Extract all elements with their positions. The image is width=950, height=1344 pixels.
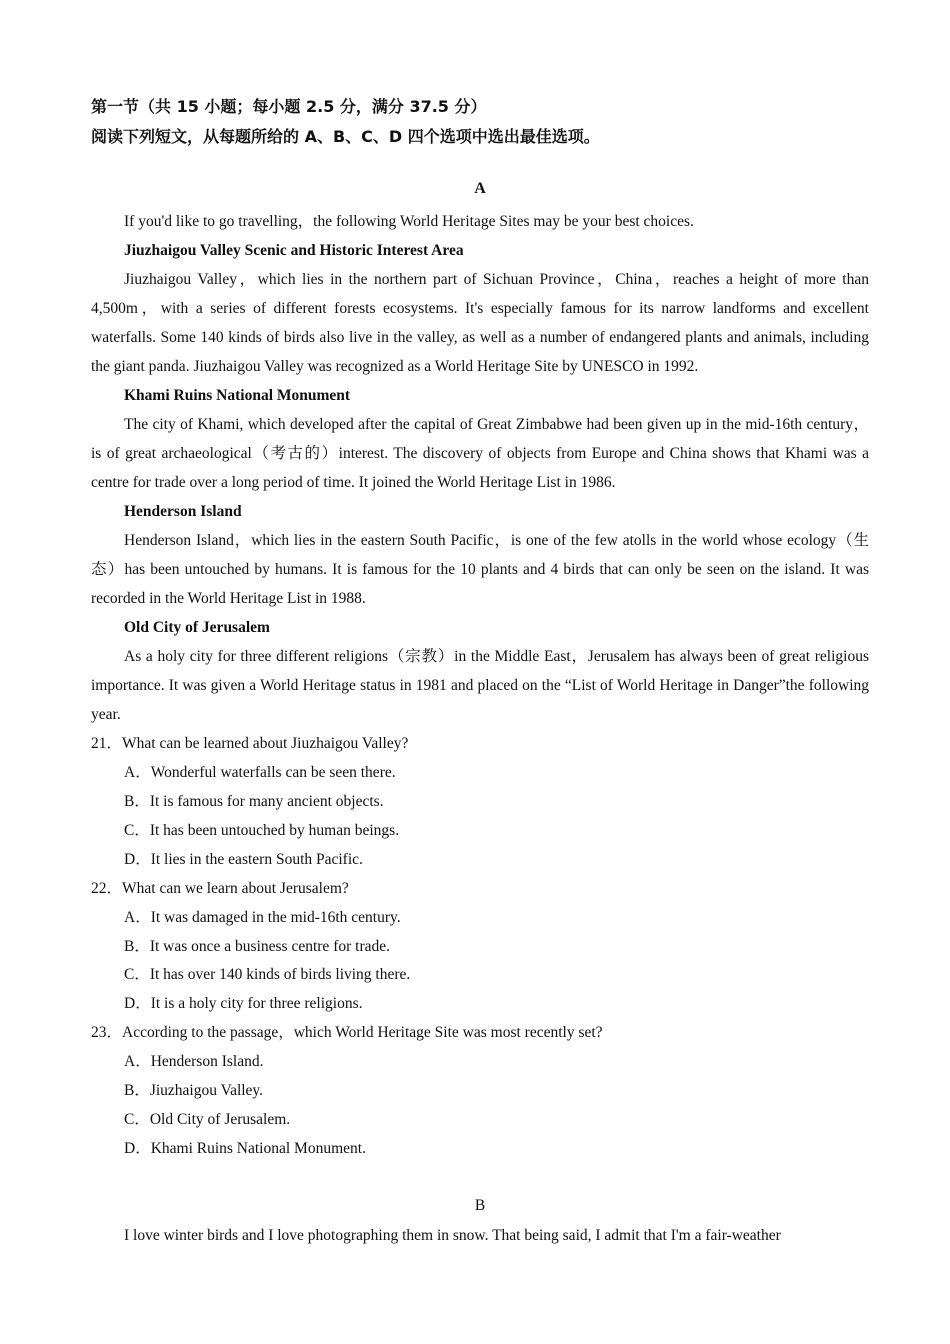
question-option: A．Henderson Island. [124, 1053, 264, 1070]
question-option: A．It was damaged in the mid-16th century. [124, 909, 401, 926]
passage-a-intro: If you'd like to go travelling，the following World Heritage Sites may be your best choices. [124, 213, 694, 230]
question-option: C．It has over 140 kinds of birds living there. [124, 966, 411, 983]
passage-a-label: A [474, 180, 486, 197]
site-title-henderson: Henderson Island [124, 503, 242, 520]
site-text-jiuzhaigou: Jiuzhaigou Valley，which lies in the northern part of Sichuan Province，China，reaches a height of more than 4,500m，with a series of different forests ecosystems. It's especially famous for its narrow landforms and excellent waterfalls. Some 140 kinds of birds also live in the valley, as well as a number of endangered plants and animals, including the giant panda. Jiuzhaigou Valley was recognized as a World Heritage Site by UNESCO in 1992. [91, 271, 869, 375]
question-option: A．Wonderful waterfalls can be seen there. [124, 764, 396, 781]
site-title-khami: Khami Ruins National Monument [124, 387, 351, 404]
question-option: B．Jiuzhaigou Valley. [124, 1082, 264, 1099]
question-stem: 23．According to the passage，which World Heritage Site was most recently set? [91, 1024, 603, 1041]
passage-b-label: B [474, 1197, 486, 1214]
site-text-henderson: Henderson Island，which lies in the eastern South Pacific，is one of the few atolls in the world whose ecology（生态）has been untouched by humans. It is famous for the 10 plants and 4 birds that can only be seen on the island. It was recorded in the World Heritage List in 1988. [91, 532, 869, 607]
instruction: 阅读下列短文，从每题所给的 A、B、C、D 四个选项中选出最佳选项。 [91, 127, 600, 146]
question-stem: 22．What can we learn about Jerusalem? [91, 880, 349, 897]
question-option: D．It is a holy city for three religions. [124, 995, 363, 1012]
question-option: C．It has been untouched by human beings. [124, 822, 400, 839]
site-title-jerusalem: Old City of Jerusalem [124, 619, 270, 636]
question-option: B．It was once a business centre for trade. [124, 938, 390, 955]
site-title-jiuzhaigou: Jiuzhaigou Valley Scenic and Historic Interest Area [124, 242, 464, 259]
question-option: D．Khami Ruins National Monument. [124, 1140, 366, 1157]
question-stem: 21．What can be learned about Jiuzhaigou Valley? [91, 735, 409, 752]
site-text-khami: The city of Khami, which developed after the capital of Great Zimbabwe had been given up in the mid-16th century，is of great archaeological（考古的）interest. The discovery of objects from Europe and China shows that Khami was a centre for trade over a long period of time. It joined the World Heritage List in 1986. [91, 416, 869, 491]
site-text-jerusalem: As a holy city for three different religions（宗教）in the Middle East，Jerusalem has always been of great religious importance. It was given a World Heritage status in 1981 and placed on the “List of World Heritage in Danger”the following year. [91, 648, 869, 723]
question-option: C．Old City of Jerusalem. [124, 1111, 291, 1128]
passage-b-first-line: I love winter birds and I love photographing them in snow. That being said, I admit that I'm a fair-weather [124, 1227, 781, 1244]
question-option: D．It lies in the eastern South Pacific. [124, 851, 363, 868]
section-title: 第一节（共 15 小题；每小题 2.5 分，满分 37.5 分） [91, 97, 487, 116]
question-option: B．It is famous for many ancient objects. [124, 793, 384, 810]
